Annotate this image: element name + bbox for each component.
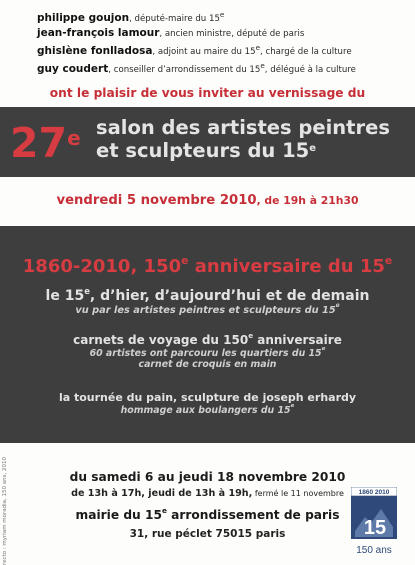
edition-number-sup: e	[67, 126, 81, 150]
program-band	[0, 226, 415, 443]
exhibition-period: du samedi 6 au jeudi 18 novembre 2010	[69, 470, 346, 484]
section-subtitle-sup: e	[290, 403, 295, 409]
logo-label: 150 ans	[356, 545, 392, 556]
host-role-tail: , chargé de la culture	[260, 46, 352, 57]
salon-title-band	[0, 107, 415, 177]
opening-hours-main: de 13h à 17h, jeudi de 13h à 19h,	[71, 488, 253, 499]
section-title	[0, 288, 415, 304]
side-credit: recto : myriam moradia, 150 ans, 2010	[2, 457, 8, 565]
host-sup: e	[260, 60, 265, 70]
venue-sup: e	[161, 506, 167, 515]
section-title-text: le 15	[45, 288, 85, 304]
host-role: , ancien ministre, député de paris	[159, 28, 305, 39]
hosts-list	[37, 8, 407, 77]
logo-years: 1860 2010	[358, 489, 390, 496]
invitation-line: ont le plaisir de vous inviter au vernissage du	[49, 86, 366, 100]
vernissage-time: , de 19h à 21h30	[256, 194, 359, 207]
section-title-sup: e	[84, 286, 90, 296]
section-subtitle-sup: e	[321, 346, 326, 352]
vernissage-date	[0, 189, 415, 208]
closed-day: fermé le 11 novembre	[252, 489, 344, 498]
section-title-text: carnets de voyage du 150	[73, 333, 249, 347]
anniversary-logo	[351, 487, 397, 559]
section-subtitle	[0, 305, 415, 316]
salon-title-line-2-text: et sculpteurs du 15	[96, 139, 310, 162]
section-title: la tournée du pain, sculpture de joseph erhardy	[58, 391, 357, 404]
host-sup: e	[219, 10, 225, 19]
section-subtitle	[0, 405, 415, 416]
section-subtitle-sup: e	[335, 303, 340, 309]
host-role: , député-maire du 15	[129, 13, 220, 24]
host-role: , adjoint au maire du 15	[152, 46, 256, 57]
anniversary-tail-sup: e	[384, 254, 393, 267]
salon-title-line-1: salon des artistes peintres	[96, 116, 390, 139]
host-name: philippe goujon	[37, 11, 130, 24]
section-subtitle-2: carnet de croquis en main	[138, 359, 277, 370]
host-role: , conseiller d’arrondissement du 15	[108, 64, 261, 75]
host-role-tail: , délégué à la culture	[264, 64, 356, 75]
host-line	[37, 26, 407, 41]
host-line	[37, 59, 407, 77]
edition-number	[10, 119, 81, 167]
venue-tail: arrondissement de paris	[166, 508, 340, 522]
anniversary-text: 1860-2010, 150	[22, 256, 182, 277]
anniversary-tail: anniversaire du 15	[188, 256, 385, 277]
section-title-tail: , d’hier, d’aujourd’hui et de demain	[89, 288, 370, 304]
venue-address: 31, rue péclet 75015 paris	[129, 528, 286, 540]
program-section	[0, 333, 415, 370]
section-subtitle-text: vu par les artistes peintres et sculpteurs du 15	[75, 305, 336, 316]
host-name: ghislène fonlladosa	[37, 44, 153, 57]
salon-title-line-2	[96, 139, 396, 162]
host-name: jean-françois lamour	[37, 26, 160, 39]
venue-text: mairie du 15	[75, 508, 162, 522]
vernissage-date-main: vendredi 5 novembre 2010	[56, 193, 257, 208]
host-line	[37, 8, 407, 26]
salon-title-sup: e	[309, 143, 317, 154]
section-title	[0, 333, 415, 347]
salon-title	[96, 116, 396, 162]
host-name: guy coudert	[37, 62, 109, 75]
section-subtitle-text: hommage aux boulangers du 15	[120, 405, 291, 416]
edition-number-value: 27	[10, 119, 68, 167]
section-subtitle-text: 60 artistes ont parcouru les quartiers du 15	[89, 348, 322, 359]
section-title-tail: anniversaire	[253, 333, 342, 347]
section-title-sup: e	[248, 331, 254, 340]
logo-number: 15	[363, 517, 387, 539]
host-sup: e	[255, 42, 260, 52]
host-line	[37, 41, 407, 59]
section-subtitle	[0, 348, 415, 359]
anniversary-sup: e	[181, 254, 189, 267]
program-section	[0, 391, 415, 416]
program-section	[0, 288, 415, 316]
anniversary-heading	[0, 256, 415, 277]
